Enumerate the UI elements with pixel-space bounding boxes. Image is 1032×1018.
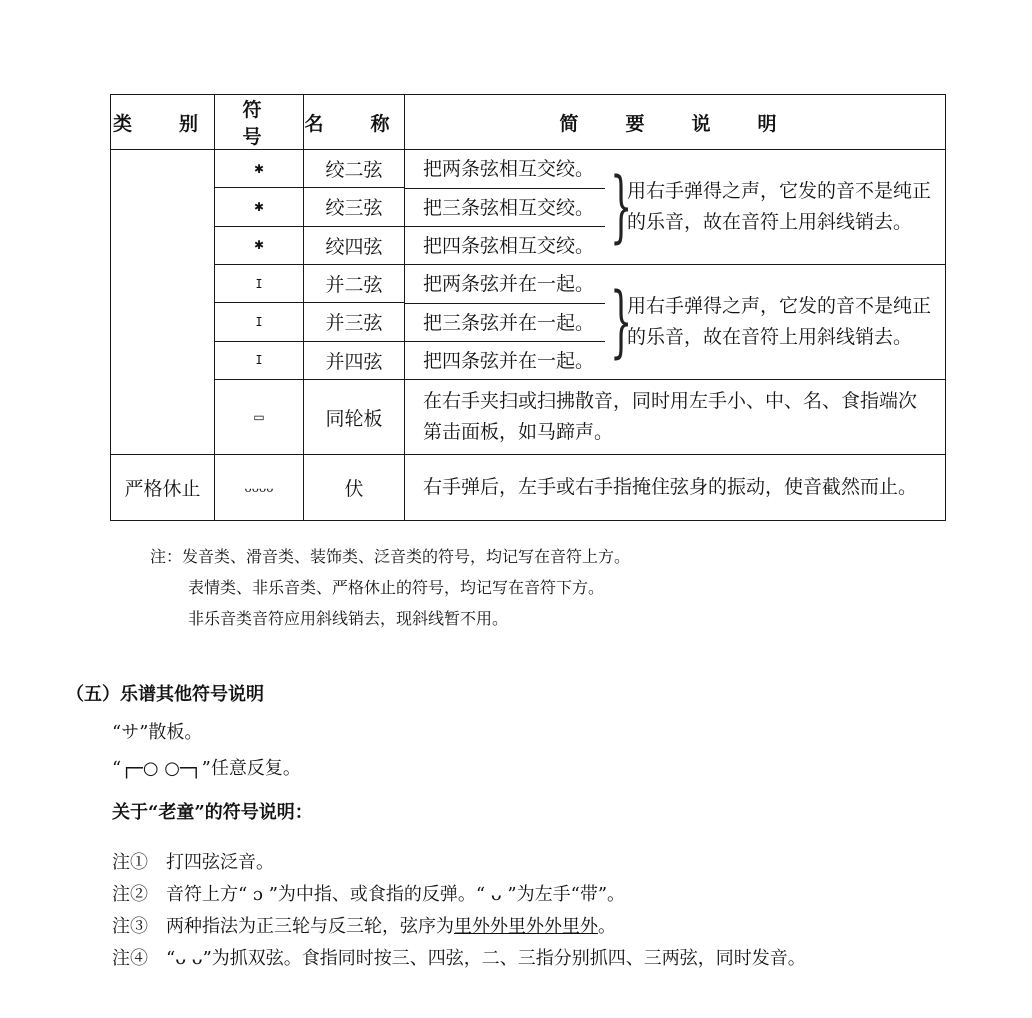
description-cell: 右手弹后，左手或右手指掩住弦身的振动，使音截然而止。 xyxy=(405,455,946,521)
table-row xyxy=(111,150,946,188)
brace-icon: } xyxy=(609,277,633,367)
description-line: 把两条弦相互交绞。 xyxy=(423,158,595,180)
body-line: “サ”散板。 xyxy=(112,722,203,743)
description-group xyxy=(405,150,946,265)
category-cell xyxy=(111,150,215,455)
description-line: 把两条弦并在一起。 xyxy=(423,273,595,295)
table-row xyxy=(111,380,946,455)
description-line: 把三条弦并在一起。 xyxy=(405,303,605,341)
header-category: 类 别 xyxy=(111,95,215,150)
section-title: （五）乐谱其他符号说明 xyxy=(66,684,264,705)
header-symbol: 符 号 xyxy=(215,95,304,150)
name-cell: 并二弦 xyxy=(304,265,405,303)
note-line: 表情类、非乐音类、严格休止的符号，均记写在音符下方。 xyxy=(188,578,605,597)
name-cell: 绞四弦 xyxy=(304,226,405,264)
name-cell: 伏 xyxy=(304,455,405,521)
group-explanation: 用右手弹得之声，它发的音不是纯正的乐音，故在音符上用斜线销去。 xyxy=(627,295,932,348)
group-explanation: 用右手弹得之声，它发的音不是纯正的乐音，故在音符上用斜线销去。 xyxy=(627,180,932,233)
note-text: 注③ 两种指法为正三轮与反三轮，弦序为 xyxy=(112,916,454,937)
note-line: 注：发音类、滑音类、装饰类、泛音类的符号，均记写在音符上方。 xyxy=(150,547,631,566)
symbol-cell: ✱ xyxy=(215,226,304,264)
name-cell: 绞二弦 xyxy=(304,150,405,188)
symbol-cell: ⵊ xyxy=(215,341,304,379)
description-line: 把四条弦相互交绞。 xyxy=(405,226,605,264)
description-cell: 在右手夹扫或扫拂散音，同时用左手小、中、名、食指端次第击面板，如马蹄声。 xyxy=(405,380,946,455)
table-header-row xyxy=(111,95,946,150)
note-text: 。 xyxy=(598,916,616,937)
name-cell: 绞三弦 xyxy=(304,188,405,226)
brace-icon: } xyxy=(609,162,633,252)
description-line: 把四条弦并在一起。 xyxy=(405,341,605,379)
note-line: 非乐音类音符应用斜线销去，现斜线暂不用。 xyxy=(188,609,509,628)
category-cell: 严格休止 xyxy=(111,455,215,521)
description-group xyxy=(405,265,946,380)
header-description: 简 要 说 明 xyxy=(405,95,946,150)
note-underlined-text: 里外外里外外里外 xyxy=(454,916,598,937)
body-line: 注① 打四弦泛音。 xyxy=(112,852,274,873)
body-line xyxy=(112,912,616,938)
symbol-cell: ▭ xyxy=(215,380,304,455)
symbol-cell: ⵊ xyxy=(215,265,304,303)
description-line: 把三条弦相互交绞。 xyxy=(405,188,605,226)
symbol-table xyxy=(110,94,946,521)
section-subtitle: 关于“老童”的符号说明： xyxy=(112,802,313,823)
name-cell: 同轮板 xyxy=(304,380,405,455)
name-cell: 并四弦 xyxy=(304,341,405,379)
table-row xyxy=(111,455,946,521)
table-row xyxy=(111,265,946,303)
header-name: 名 称 xyxy=(304,95,405,150)
symbol-cell: ✱ xyxy=(215,150,304,188)
name-cell: 并三弦 xyxy=(304,303,405,341)
symbol-cell: ᴗᴗᴗᴗ xyxy=(215,455,304,521)
body-line: “┌─○ ○─┐”任意反复。 xyxy=(112,758,301,779)
table-notes xyxy=(150,541,630,634)
body-line: 注② 音符上方“ ɔ ”为中指、或食指的反弹。“ ᴗ ”为左手“带”。 xyxy=(112,884,626,905)
symbol-cell: ⵊ xyxy=(215,303,304,341)
symbol-cell: ✱ xyxy=(215,188,304,226)
body-line: 注④ “ᴗ ᴗ”为抓双弦。食指同时按三、四弦，二、三指分别抓四、三两弦，同时发音。 xyxy=(112,948,806,969)
